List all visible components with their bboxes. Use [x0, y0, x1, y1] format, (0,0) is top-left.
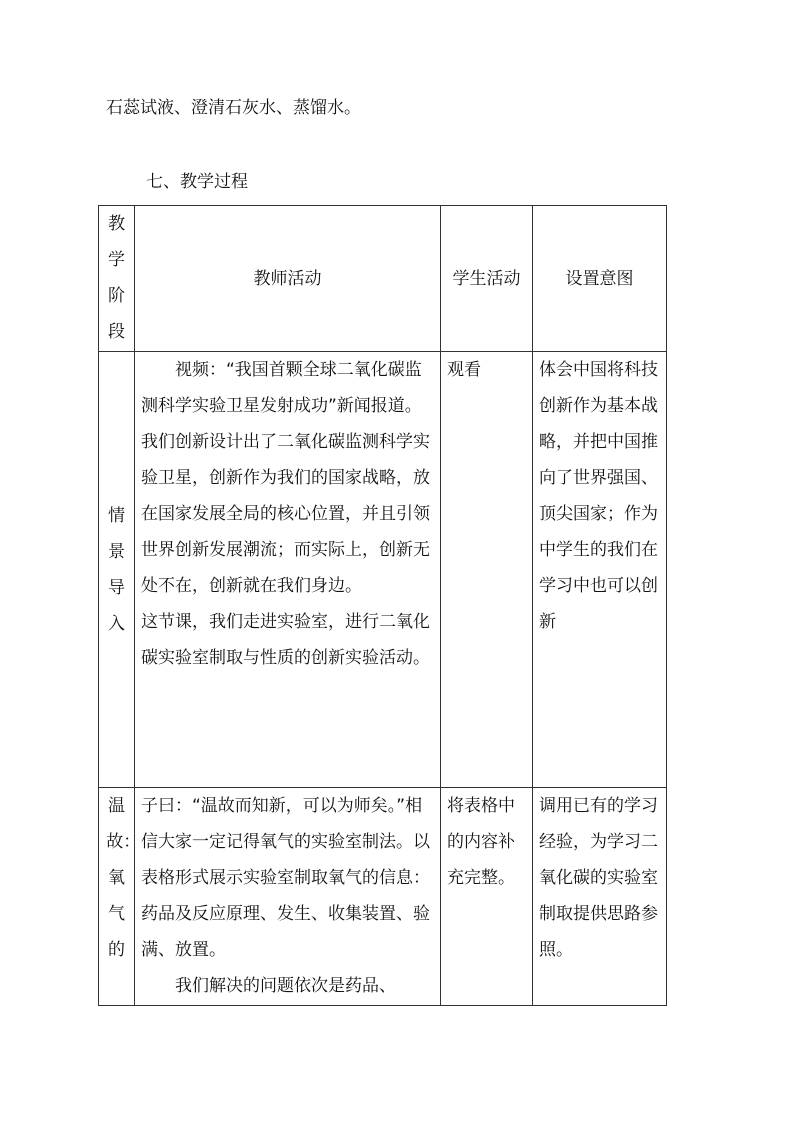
- row-stage-intro: 情景导入: [99, 352, 135, 788]
- row-intent-review: 调用已有的学习经验，为学习二氧化碳的实验室制取提供思路参照。: [533, 788, 667, 1006]
- teacher-paragraph: 子曰：“温故而知新，可以为师矣。”相信大家一定记得氧气的实验室制法。以表格形式展示实验室制取氧气的信息：药品及反应原理、发生、收集装置、验满、放置。: [141, 796, 430, 960]
- header-student: 学生活动: [441, 206, 533, 352]
- header-stage: 教学阶段: [99, 206, 135, 352]
- teacher-paragraph: 我们创新设计出了二氧化碳监测科学实验卫星，创新作为我们的国家战略，放在国家发展全局的核心位置，并且引领世界创新发展潮流；而实际上，创新无处不在，创新就在我们身边。: [141, 432, 430, 596]
- teaching-process-table: [98, 205, 667, 1006]
- table-row: [99, 788, 667, 1006]
- row-teacher-intro: [135, 352, 441, 788]
- row-teacher-review: [135, 788, 441, 1006]
- table-header-row: [99, 206, 667, 352]
- row-intent-intro: 体会中国将科技创新作为基本战略，并把中国推向了世界强国、顶尖国家；作为中学生的我们在学习中也可以创新: [533, 352, 667, 788]
- header-intent: 设置意图: [533, 206, 667, 352]
- teacher-paragraph: 视频：“我国首颗全球二氧化碳监测科学实验卫星发射成功”新闻报道。: [141, 360, 422, 416]
- teacher-paragraph: 这节课，我们走进实验室，进行二氧化碳实验室制取与性质的创新实验活动。: [141, 612, 430, 668]
- intro-line: 石蕊试液、澄清石灰水、蒸馏水。: [106, 98, 361, 118]
- table-row: [99, 352, 667, 788]
- row-student-review: 将表格中的内容补充完整。: [441, 788, 533, 1006]
- header-teacher: 教师活动: [135, 206, 441, 352]
- teacher-paragraph: 我们解决的问题依次是药品、: [175, 976, 396, 996]
- row-stage-review: 温故：氧气的: [99, 788, 135, 1006]
- section-heading: 七、教学过程: [146, 172, 248, 192]
- row-student-intro: 观看: [441, 352, 533, 788]
